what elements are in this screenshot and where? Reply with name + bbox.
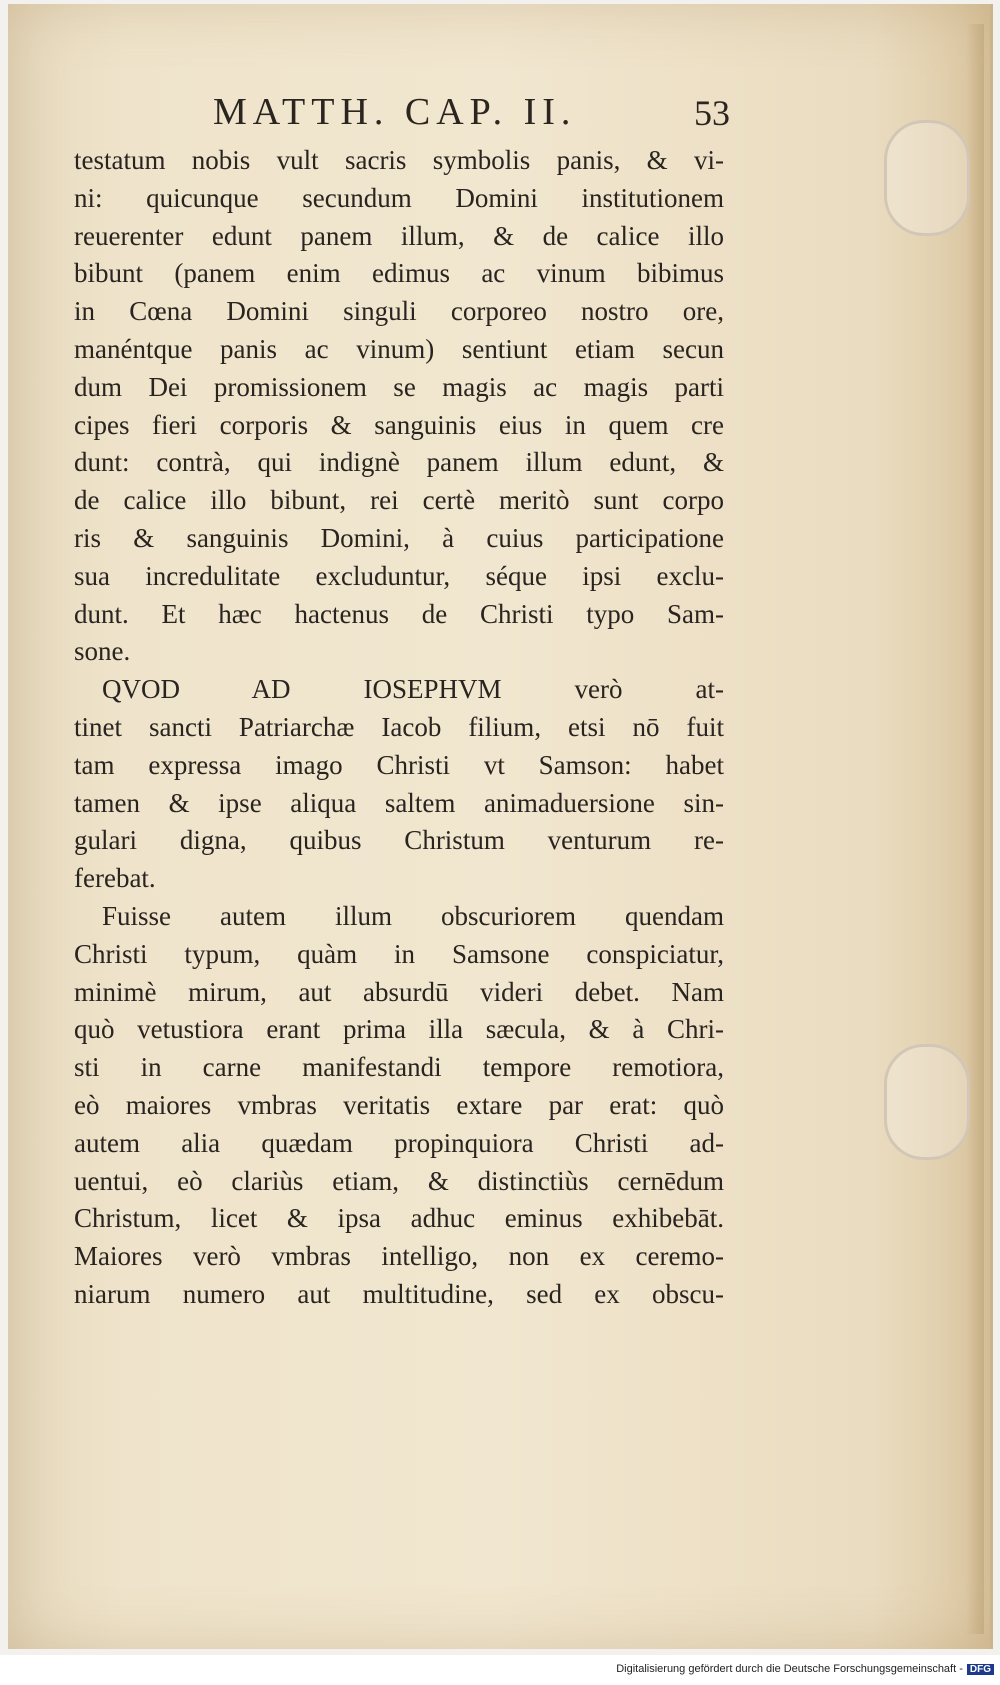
text-line: tamen & ipse aliqua saltem animaduersione sin- [74,787,724,818]
text-line: tinet sancti Patriarchæ Iacob filium, etsi nō fuit [74,711,724,742]
text-line: niarum numero aut multitudine, sed ex obscu- [74,1278,724,1309]
digitization-credit [616,1663,994,1675]
text-line: eò maiores vmbras veritatis extare par erat: quò [74,1089,724,1120]
page-number: 53 [694,93,730,133]
page-clip-top [884,120,970,236]
text-line: testatum nobis vult sacris symbolis panis, & vi- [74,145,724,175]
text-line: autem alia quædam propinquiora Christi ad- [74,1127,724,1158]
text-line: minimè mirum, aut absurdū videri debet. Nam [74,976,724,1007]
text-line: gulari digna, quibus Christum venturum re- [74,825,724,856]
text-line: sti in carne manifestandi tempore remotiora, [74,1052,724,1083]
running-title: MATTH. CAP. II. [213,91,577,133]
text-line: sone. [74,636,131,667]
text-line: bibunt (panem enim edimus ac vinum bibimus [74,258,724,289]
text-line: manéntque panis ac vinum) sentiunt etiam secun [74,333,724,364]
page-clip-bottom [884,1044,970,1160]
text-line: dum Dei promissionem se magis ac magis parti [74,371,724,402]
body-text [74,142,724,1314]
text-line: Christi typum, quàm in Samsone conspiciatur, [74,938,724,969]
credit-text: Digitalisierung gefördert durch die Deutsche Forschungsgemeinschaft - [616,1663,963,1675]
text-line: QVOD AD IOSEPHVM verò at- [102,674,724,705]
text-line: ferebat. [74,863,156,894]
text-line: ni: quicunque secundum Domini institutionem [74,182,724,213]
text-line: in Cœna Domini singuli corporeo nostro ore, [74,296,724,327]
text-line: tam expressa imago Christi vt Samson: habet [74,749,724,780]
text-line: de calice illo bibunt, rei certè meritò sunt corpo [74,485,724,516]
text-line: Christum, licet & ipsa adhuc eminus exhibebāt. [74,1203,724,1234]
text-line: quò vetustiora erant prima illa sæcula, & à Chri- [74,1014,724,1045]
text-line: reuerenter edunt panem illum, & de calice illo [74,220,724,251]
text-line: Fuisse autem illum obscuriorem quendam [102,900,724,931]
text-line: dunt. Et hæc hactenus de Christi typo Sam- [74,598,724,629]
text-line: ris & sanguinis Domini, à cuius participatione [74,522,724,553]
book-page [8,4,993,1649]
text-line: cipes fieri corporis & sanguinis eius in quem cre [74,409,724,440]
dfg-logo: DFG [967,1664,994,1675]
page-edge-shadow [966,24,984,1634]
text-line: dunt: contrà, qui indignè panem illum edunt, & [74,447,724,478]
text-line: uentui, eò clariùs etiam, & distinctiùs cernēdum [74,1165,724,1196]
text-line: sua incredulitate excluduntur, séque ipsi exclu- [74,560,724,591]
text-line: Maiores verò vmbras intelligo, non ex ceremo- [74,1241,724,1272]
